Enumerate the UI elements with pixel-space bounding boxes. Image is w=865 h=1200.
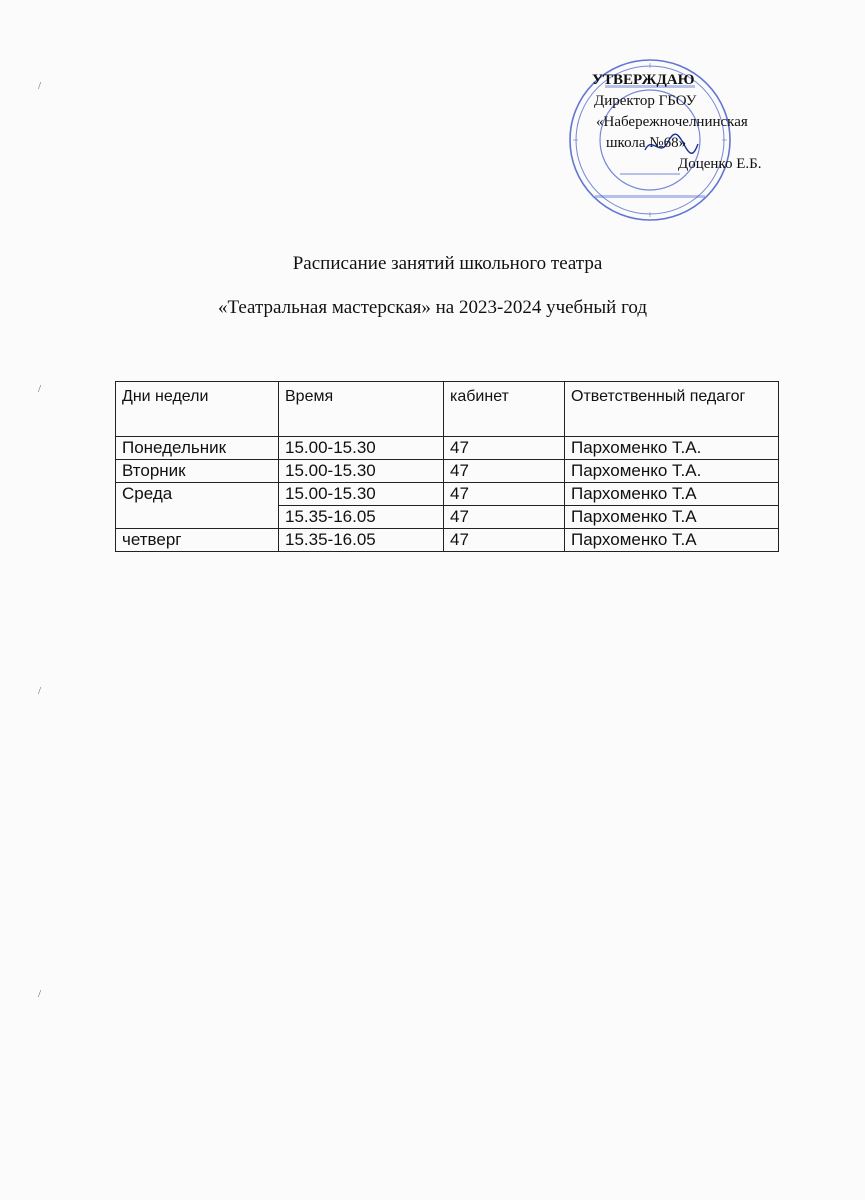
- cell-room: 47: [444, 437, 565, 460]
- cell-room: 47: [444, 506, 565, 529]
- cell-room: 47: [444, 483, 565, 506]
- cell-day: Среда: [116, 483, 279, 529]
- scan-mark: /: [38, 988, 42, 1000]
- cell-day: Понедельник: [116, 437, 279, 460]
- table-row: [116, 529, 779, 552]
- approval-block: [590, 70, 840, 175]
- cell-time: 15.35-16.05: [279, 529, 444, 552]
- cell-teacher: Пархоменко Т.А.: [565, 460, 779, 483]
- approval-signatory: Доценко Е.Б.: [678, 156, 762, 172]
- table-header-row: [116, 382, 779, 437]
- cell-time: 15.35-16.05: [279, 506, 444, 529]
- header-time: Время: [279, 382, 444, 437]
- schedule-table: [115, 381, 779, 552]
- cell-room: 47: [444, 529, 565, 552]
- table-row: [116, 437, 779, 460]
- approval-org-line1: «Набережночелнинская: [596, 114, 748, 130]
- cell-teacher: Пархоменко Т.А.: [565, 437, 779, 460]
- approval-heading: УТВЕРЖДАЮ: [592, 72, 695, 88]
- approval-org-line2: школа №68»: [606, 135, 687, 151]
- header-teacher: Ответственный педагог: [565, 382, 779, 437]
- cell-teacher: Пархоменко Т.А: [565, 529, 779, 552]
- scan-mark: /: [38, 80, 42, 92]
- header-days: Дни недели: [116, 382, 279, 437]
- table-row: [116, 483, 779, 506]
- scan-mark: /: [38, 383, 42, 395]
- cell-time: 15.00-15.30: [279, 437, 444, 460]
- document-title-line1: Расписание занятий школьного театра: [292, 253, 603, 274]
- header-room: кабинет: [444, 382, 565, 437]
- scan-mark: /: [38, 685, 42, 697]
- cell-day: четверг: [116, 529, 279, 552]
- document-title-line2: «Театральная мастерская» на 2023-2024 учебный год: [217, 297, 648, 318]
- cell-time: 15.00-15.30: [279, 460, 444, 483]
- approval-position: Директор ГБОУ: [594, 93, 697, 109]
- cell-teacher: Пархоменко Т.А: [565, 506, 779, 529]
- cell-room: 47: [444, 460, 565, 483]
- cell-teacher: Пархоменко Т.А: [565, 483, 779, 506]
- cell-day: Вторник: [116, 460, 279, 483]
- table-row: [116, 460, 779, 483]
- cell-time: 15.00-15.30: [279, 483, 444, 506]
